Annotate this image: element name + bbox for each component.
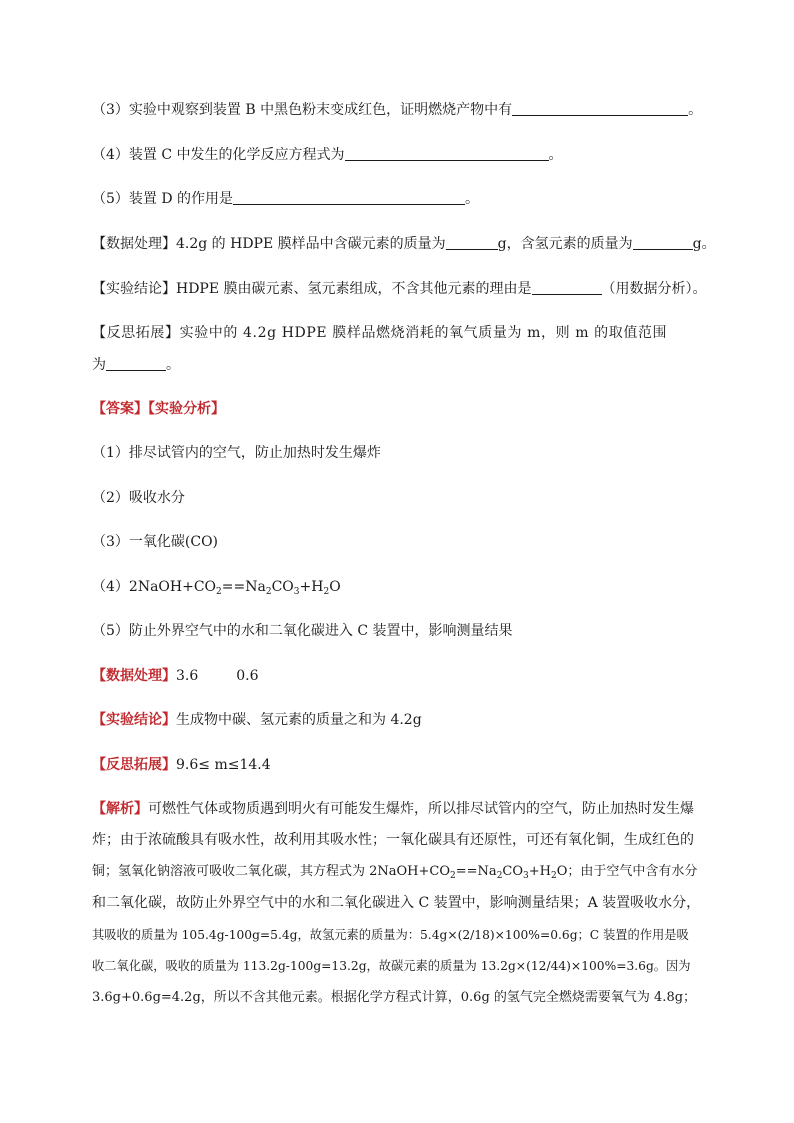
answer-reflect bbox=[92, 755, 271, 775]
question-4-suffix: 。 bbox=[548, 147, 563, 163]
answer-blank[interactable] bbox=[633, 235, 693, 250]
answer-data bbox=[92, 666, 259, 686]
subscript: 2 bbox=[551, 871, 557, 881]
question-5 bbox=[92, 189, 479, 209]
analysis-text: O；由于空气中含有水分 bbox=[556, 864, 698, 879]
hydrogen-mass-value: 0.6 bbox=[236, 668, 259, 684]
question-data bbox=[92, 234, 716, 254]
subscript: 2 bbox=[496, 871, 503, 881]
data-label: 【数据处理】 bbox=[92, 668, 176, 684]
conclusion-label: 【实验结论】 bbox=[92, 712, 176, 728]
question-4-text: （4）装置 C 中发生的化学反应方程式为 bbox=[92, 147, 345, 163]
answer-blank[interactable] bbox=[532, 280, 602, 295]
answer-5: （5）防止外界空气中的水和二氧化碳进入 C 装置中，影响测量结果 bbox=[92, 623, 513, 639]
answer-1: （1）排尽试管内的空气，防止加热时发生爆炸 bbox=[92, 445, 381, 461]
subscript: 2 bbox=[216, 587, 222, 597]
analysis-line-1 bbox=[92, 799, 700, 819]
question-reflect-line2 bbox=[92, 355, 180, 375]
question-5-text: （5）装置 D 的作用是 bbox=[92, 191, 234, 207]
analysis-line-7: 3.6g+0.6g=4.2g，所以不含其他元素。根据化学方程式计算，0.6g 的氢气完全燃烧需要氧气为 4.8g； bbox=[92, 990, 697, 1005]
equation-part: O bbox=[329, 579, 341, 595]
equation-part: （4）2NaOH+CO bbox=[92, 579, 217, 595]
analysis-text: ==Na bbox=[455, 864, 497, 879]
reflect-label: 【反思拓展】 bbox=[92, 757, 176, 773]
answer-conclusion bbox=[92, 710, 422, 730]
subscript: 2 bbox=[450, 871, 456, 881]
answer-blank[interactable] bbox=[106, 356, 166, 371]
question-4 bbox=[92, 145, 563, 165]
analysis-label: 【解析】 bbox=[92, 801, 148, 817]
analysis-line-5: 其吸收的质量为 105.4g-100g=5.4g，故氢元素的质量为：5.4g×(2/18)×100%=0.6g；C 装置的作用是吸 bbox=[92, 928, 689, 942]
question-3-suffix: 。 bbox=[688, 102, 703, 118]
data-mid-text: g，含氢元素的质量为 bbox=[497, 236, 633, 252]
subscript: 3 bbox=[523, 871, 529, 881]
equation-part: CO bbox=[271, 579, 294, 595]
subscript: 2 bbox=[265, 587, 272, 597]
conclusion-suffix: （用数据分析）。 bbox=[601, 281, 707, 297]
subscript: 2 bbox=[323, 587, 330, 597]
question-reflect-line1: 【反思拓展】实验中的 4.2g HDPE 膜样品燃烧消耗的氧气质量为 m，则 m 的取值范围 bbox=[92, 325, 668, 341]
conclusion-answer: 生成物中碳、氢元素的质量之和为 4.2g bbox=[176, 712, 422, 728]
data-text: 【数据处理】4.2g 的 HDPE 膜样品中含碳元素的质量为 bbox=[92, 236, 446, 252]
question-3 bbox=[92, 100, 702, 120]
analysis-text: 可燃性气体或物质遇到明火有可能发生爆炸，所以排尽试管内的空气，防止加热时发生爆 bbox=[148, 801, 694, 817]
reflect-prefix: 为 bbox=[92, 357, 106, 373]
answer-4 bbox=[92, 577, 341, 597]
question-5-suffix: 。 bbox=[465, 191, 480, 207]
reflect-answer: 9.6≤ m≤14.4 bbox=[176, 757, 271, 773]
analysis-line-6: 收二氧化碳，吸收的质量为 113.2g-100g=13.2g，故碳元素的质量为 13.2g×(12/44)×100%=3.6g。因为 bbox=[92, 959, 691, 973]
answer-blank[interactable] bbox=[233, 190, 465, 205]
carbon-mass-value: 3.6 bbox=[176, 668, 199, 684]
analysis-line-2: 炸；由于浓硫酸具有吸水性，故利用其吸水性；一氧化碳具有还原性，可还有氧化铜，生成红色的 bbox=[92, 832, 694, 848]
equation-part: ==Na bbox=[221, 579, 266, 595]
data-suffix: g。 bbox=[692, 236, 716, 252]
question-conclusion bbox=[92, 279, 707, 299]
analysis-text: 铜；氢氧化钠溶液可吸收二氧化碳，其方程式为 2NaOH+CO bbox=[92, 864, 451, 879]
analysis-text: CO bbox=[502, 864, 524, 879]
answer-blank[interactable] bbox=[512, 101, 688, 116]
reflect-suffix: 。 bbox=[166, 357, 180, 373]
subscript: 3 bbox=[293, 587, 300, 597]
question-3-text: （3）实验中观察到装置 B 中黑色粉末变成红色，证明燃烧产物中有 bbox=[92, 102, 513, 118]
answer-blank[interactable] bbox=[345, 146, 549, 161]
answer-3: （3）一氧化碳(CO) bbox=[92, 534, 219, 550]
equation-part: +H bbox=[299, 579, 324, 595]
analysis-text: +H bbox=[528, 864, 551, 879]
analysis-line-4: 和二氧化碳，故防止外界空气中的水和二氧化碳进入 C 装置中，影响测量结果；A 装置吸收水分， bbox=[92, 895, 701, 911]
conclusion-text: 【实验结论】HDPE 膜由碳元素、氢元素组成，不含其他元素的理由是 bbox=[92, 281, 532, 297]
answer-2: （2）吸收水分 bbox=[92, 490, 185, 506]
answer-blank[interactable] bbox=[446, 235, 498, 250]
answer-header: 【答案】【实验分析】 bbox=[92, 401, 225, 417]
analysis-line-3 bbox=[92, 862, 700, 882]
